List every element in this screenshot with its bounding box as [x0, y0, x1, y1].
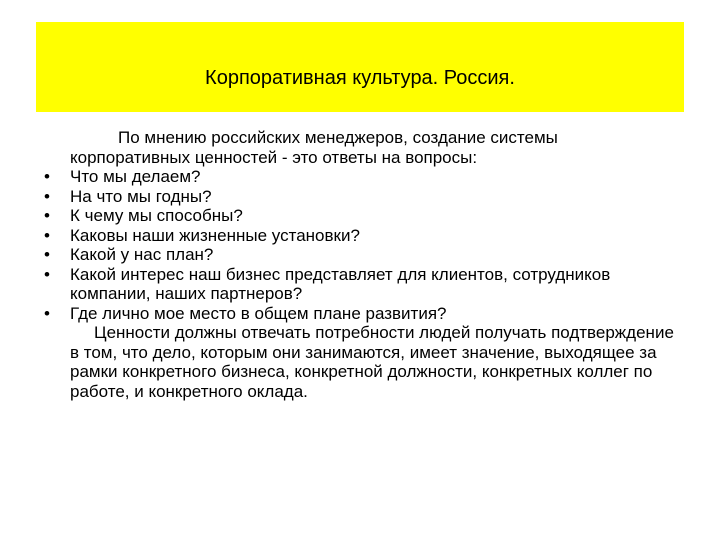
question-text: Где лично мое место в общем плане развития? — [70, 303, 447, 323]
list-item — [44, 187, 674, 207]
conclusion-paragraph: Ценности должны отвечать потребности людей получать подтверждение в том, что дело, которым они занимаются, имеет значение, выходящее за рамки конкретного бизнеса, конкретной должности, конкретных коллег по работе, и конкретного оклада. — [70, 323, 674, 401]
bullet-icon: • — [44, 206, 50, 225]
question-text: Каковы наши жизненные установки? — [70, 225, 360, 245]
bullet-icon: • — [44, 264, 50, 284]
question-text: На что мы годны? — [70, 186, 212, 206]
bullet-icon: • — [44, 167, 50, 186]
list-item — [44, 167, 674, 187]
list-item — [44, 226, 674, 246]
list-item — [44, 245, 674, 265]
slide-body — [44, 128, 674, 401]
question-text: Что мы делаем? — [70, 167, 201, 186]
question-text: К чему мы способны? — [70, 206, 243, 225]
title-band — [36, 22, 684, 112]
slide-title: Корпоративная культура. Россия. — [205, 67, 515, 89]
question-text: Какой интерес наш бизнес представляет для клиентов, сотрудников компании, наших партнеров? — [70, 264, 611, 303]
intro-paragraph: По мнению российских менеджеров, создание системы корпоративных ценностей - это ответы на вопросы: — [70, 128, 558, 167]
list-item — [44, 206, 674, 226]
list-item — [44, 304, 674, 324]
question-text: Какой у нас план? — [70, 245, 214, 264]
bullet-icon: • — [44, 225, 50, 245]
list-item — [44, 265, 674, 304]
question-list — [44, 167, 674, 323]
bullet-icon: • — [44, 186, 50, 206]
bullet-icon: • — [44, 303, 50, 323]
bullet-icon: • — [44, 245, 50, 264]
